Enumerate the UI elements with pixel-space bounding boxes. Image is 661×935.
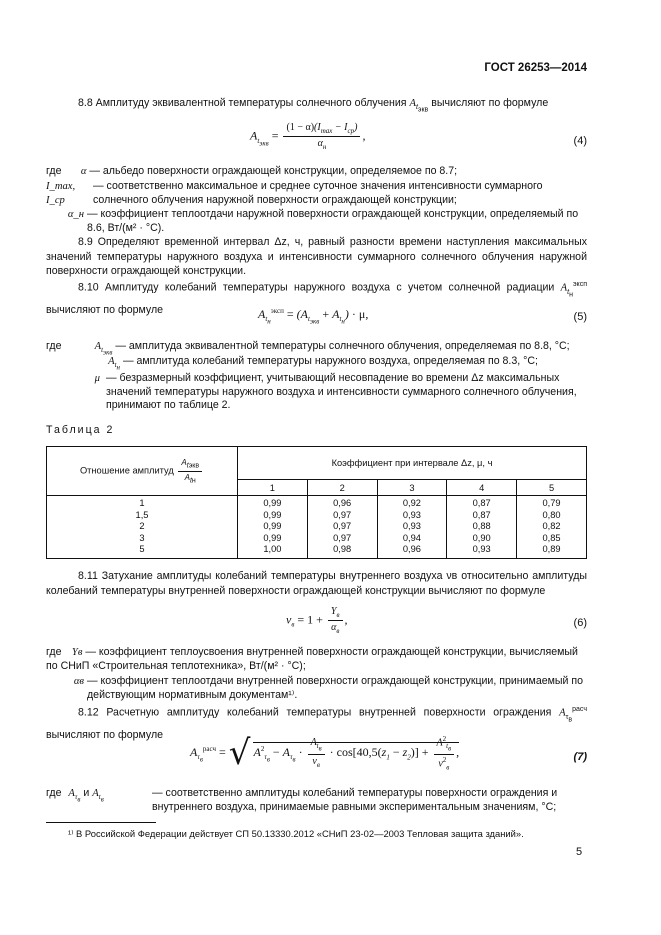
section-8-10-text: 8.10 Амплитуду колебаний температуры наружного воздуха с учетом солнечной радиации [78, 281, 555, 294]
definition-mu [46, 372, 587, 413]
column-header: 1 [238, 480, 308, 496]
definition-text: — коэффициент теплоусвоения внутренней поверхности ограждающей конструкции, вычисляемый по СНиП «Строительная теплотехника», Вт/(м² · °С); [46, 646, 578, 672]
definition-alpha-n [46, 208, 587, 235]
page-number: 5 [576, 846, 583, 858]
value-cell: 0,96 [333, 498, 352, 508]
definition-text: — безразмерный коэффициент, учитывающий несовпадение во времени Δz максимальных значений температуры наружного воздуха и интенсивности суммарного солнечного облучения, принимают по таблице 2. [106, 372, 577, 411]
value-cell: 0,87 [472, 498, 491, 508]
value-column-1 [238, 496, 308, 559]
section-8-9: 8.9 Определяют временной интервал Δz, ч, равный разности времени наступления максимальных значений температуры наружного воздуха и интенсивности суммарного солнечного облучения наружной поверхности ограждающей конструкции. [46, 236, 587, 277]
symbol: α [80, 166, 87, 177]
value-cell: 0,90 [472, 532, 491, 543]
definition-text: — соответственно максимальное и среднее суточное значения интенсивности суммарного солнечного облучения наружной поверхности ограждающей конструкции; [93, 180, 543, 206]
value-column-4 [447, 496, 517, 559]
value-cell: 0,80 [542, 509, 561, 520]
value-cell: 0,82 [542, 521, 561, 532]
value-cell: 0,99 [263, 521, 282, 532]
symbol: I_max, I_ср [46, 181, 76, 206]
value-cell: 1,00 [263, 544, 282, 555]
value-cell: 0,96 [402, 544, 421, 555]
value-cell: 0,97 [333, 532, 352, 543]
value-cell: 0,79 [542, 498, 561, 508]
table-2 [46, 446, 587, 559]
symbol-a-ekv: $A_{t_{экв}}$ [94, 341, 113, 357]
ratio-column [47, 496, 238, 559]
where-word: где [46, 646, 62, 658]
footnote-separator [46, 822, 156, 823]
ratio-cell: 5 [139, 544, 145, 555]
equation-number-7: (7) [573, 751, 587, 763]
document-code: ГОСТ 26253—2014 [484, 62, 587, 74]
value-cell: 0,93 [402, 509, 421, 520]
ratio-cell: 2 [139, 521, 145, 532]
symbol: α_н [67, 209, 84, 220]
definition-intensity [46, 180, 587, 207]
where-word: где [46, 165, 62, 177]
value-cell: 0,94 [402, 532, 421, 543]
definition-text: — альбедо поверхности ограждающей конструкции, определяемое по 8.7; [89, 165, 458, 177]
symbol-a-n: $A_{t_н}$ [108, 356, 120, 372]
value-cell: 0,97 [333, 521, 352, 532]
table-caption: Таблица 2 [46, 424, 115, 436]
definition-alpha [46, 165, 587, 179]
section-8-8-tail: вычисляют по формуле [431, 97, 549, 109]
formula-5: $A_{t_н}^{эксп} = (A_{t_{экв}} + A_{t_н}) \cdot \mu$, [258, 307, 369, 326]
group-header: Коэффициент при интервале Δz, μ, ч [238, 447, 587, 480]
section-8-10: 8.10 Амплитуду колебаний температуры наружного воздуха с учетом солнечной радиации $A_{t_н}^{эксп}$ вычисляют по формуле [46, 281, 587, 316]
value-cell: 0,92 [402, 498, 421, 508]
symbol: μ [94, 373, 100, 384]
section-8-12-tail: вычисляют по формуле [46, 728, 164, 741]
where-word: где [46, 340, 62, 352]
symbol: Yв [71, 647, 83, 658]
section-8-10-tail: вычисляют по формуле [46, 303, 164, 316]
definition-alpha-v [46, 675, 587, 702]
value-cell: 0,85 [542, 532, 561, 543]
value-cell: 0,99 [263, 498, 282, 508]
value-column-3 [377, 496, 447, 559]
definition-text: — соответственно амплитуды колебаний температуры поверхности ограждения и внутреннего воздуха, принимаемые равными экспериментальным значениям, °С; [152, 787, 558, 813]
corner-label: Отношение амплитуд [79, 465, 174, 476]
formula-6: $\nu_в = 1$ + $\frac{Y_в}{\alpha_в}$ , [286, 606, 348, 635]
value-cell: 0,89 [542, 544, 561, 555]
and-word: и [83, 787, 90, 799]
symbol: αв [73, 676, 84, 687]
column-header: 2 [307, 480, 377, 496]
formula-7: $A_{\tau_в}^{расч}$ = √ $A^2_{\tau_в} - A_{\tau_в}$ · $\frac{A_{t_в}}{\nu_в}$ · $\cos[40,5(z_1 - z_2)]$ + $\frac{A^2_{t_в}}{\nu^2_в}$ , [190, 733, 460, 773]
equation-number-4: (4) [573, 135, 587, 147]
value-cell: 0,97 [333, 509, 352, 520]
corner-header: Отношение амплитуд $\frac{A_{tэкв}}{A_{tн}}$ [47, 447, 238, 496]
table-body-row [47, 496, 587, 559]
column-header: 3 [377, 480, 447, 496]
value-cell: 0,99 [263, 509, 282, 520]
radical-sign: √ [228, 733, 251, 773]
ratio-cell: 3 [139, 532, 145, 543]
value-cell: 0,93 [402, 521, 421, 532]
section-8-8-text: 8.8 Амплитуду эквивалентной температуры солнечного облучения [78, 97, 407, 109]
definition-text: — коэффициент теплоотдачи наружной поверхности ограждающей конструкции, определяемый по 8.6, Вт/(м² · °С). [87, 208, 579, 234]
formula-4: $A_{t_{экв}}$ = $\frac{(1 - \alpha)(I_{max} - I_{ср})}{\alpha_н}$ , [250, 122, 366, 151]
value-cell: 0,93 [472, 544, 491, 555]
where-word: где [46, 787, 62, 799]
ratio-cell: 1 [139, 498, 145, 508]
value-column-2 [307, 496, 377, 559]
section-8-12-text: 8.12 Расчетную амплитуду колебаний температуры внутренней поверхности ограждения [78, 706, 552, 719]
column-header: 4 [447, 480, 517, 496]
ratio-cell: 1,5 [135, 509, 149, 520]
definition-text: — коэффициент теплоотдачи внутренней поверхности ограждающей конструкции, принимаемый по действующим нормативным документам¹⁾. [87, 675, 584, 701]
value-cell: 0,87 [472, 509, 491, 520]
definition-text: — амплитуда эквивалентной температуры солнечного облучения, определяемая по 8.8, °С; [115, 340, 570, 352]
column-header: 5 [517, 480, 587, 496]
definition-amplitudes [46, 787, 587, 814]
equation-number-6: (6) [573, 617, 587, 629]
equation-number-5: (5) [573, 311, 587, 323]
section-8-8: 8.8 Амплитуду эквивалентной температуры солнечного облучения $A_{t_{экв}}$ вычисляют по формуле [78, 97, 549, 114]
value-cell: 0,98 [333, 544, 352, 555]
definition-symbols: где $A_{\tau_в}$ и $A_{t_в}$ [46, 787, 104, 804]
definition-text: — амплитуда колебаний температуры наружного воздуха, определяемая по 8.3, °С; [122, 355, 538, 367]
definition-y [46, 646, 587, 673]
section-8-11: 8.11 Затухание амплитуды колебаний температуры внутреннего воздуха νв относительно амплитуды колебаний температуры внутренней поверхности ограждающей конструкции вычисляют по формуле [46, 570, 587, 597]
value-cell: 0,99 [263, 532, 282, 543]
value-column-5 [517, 496, 587, 559]
section-8-12: 8.12 Расчетную амплитуду колебаний температуры внутренней поверхности ограждения $A_{\tau_в}^{расч}$ вычисляют по формуле [46, 706, 587, 741]
footnote: ¹⁾ В Российской Федерации действует СП 50.13330.2012 «СНиП 23-02—2003 Тепловая защита зданий». [68, 828, 524, 839]
value-cell: 0,88 [472, 521, 491, 532]
